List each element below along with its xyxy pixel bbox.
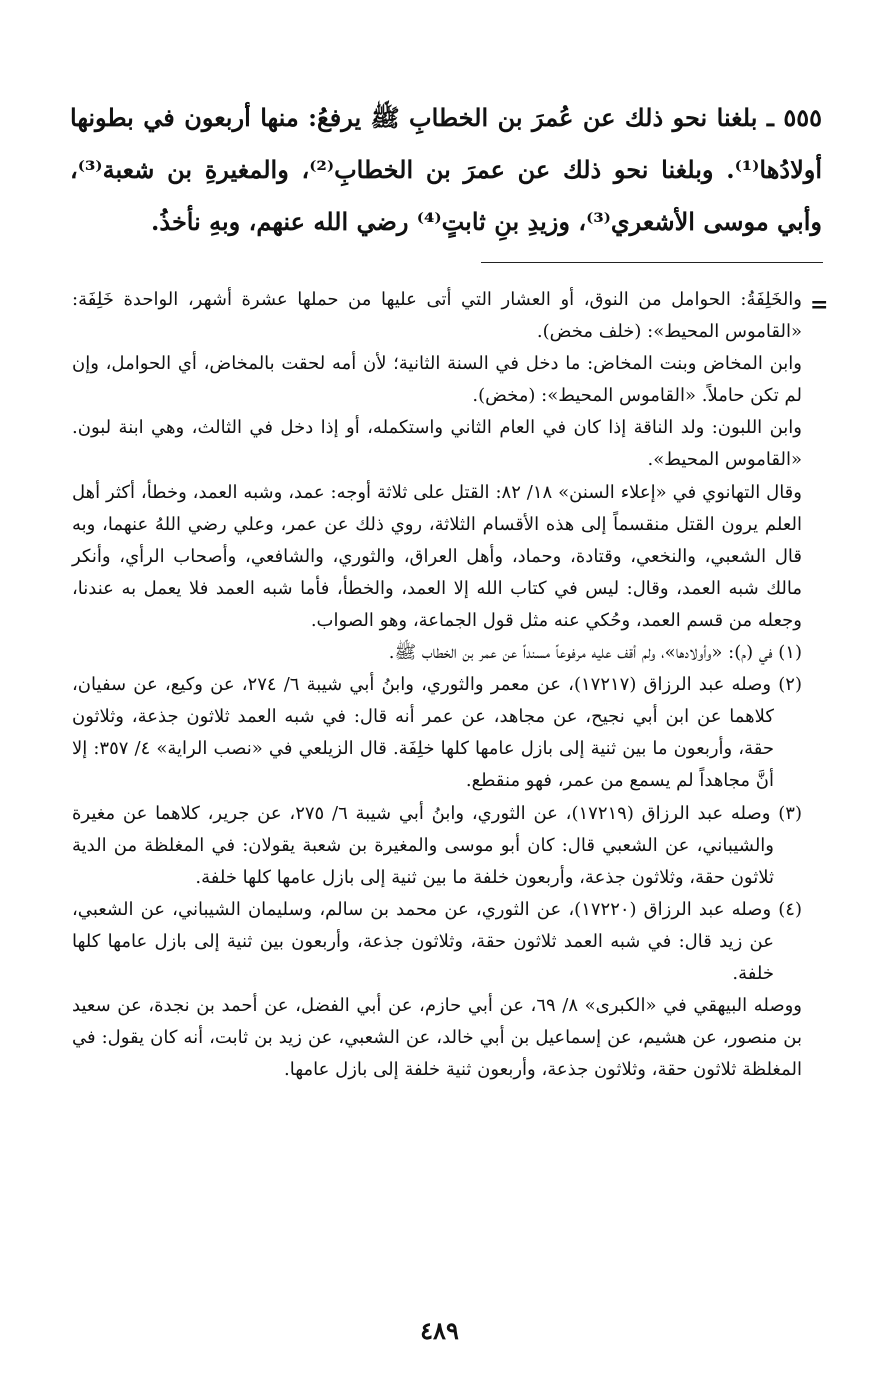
footnote-4-continuation: ووصله البيهقي في «الكبرى» ٨/ ٦٩، عن أبي حازم، عن أبي الفضل، عن أحمد بن نجدة، عن سعيد بن منصور، عن هشيم، عن إسماعيل بن أبي خالد، عن الشعبي، عن زيد بن ثابت، أنه كان يقول: في المغلظة ثلاثون حقة، وثلاثون جذعة، وأربعون ثنية خلفة إلى بازل عامها. [72,995,802,1081]
footnote-2: (٢) وصله عبد الرزاق (١٧٢١٧)، عن معمر والثوري، وابنُ أبي شيبة ٦/ ٢٧٤، عن وكيع، عن سفيان، كلاهما عن ابن أبي نجيح، عن مجاهد، عن عمر أنه قال: في شبه العمد ثلاثون جذعة، وثلاثون حقة، وأربعون ما بين ثنية إلى بازل عامها كلها خلِفَة. قال الزيلعي في «نصب الراية» ٤/ ٣٥٧: إلا أنَّ مجاهداً لم يسمع من عمر، فهو منقطع. [72,674,802,792]
continuation-mark: = [810,292,829,318]
footnote-divider [481,262,823,263]
hadith-paragraph: ٥٥٥ ـ بلغنا نحو ذلك عن عُمرَ بن الخطابِ ﷺ يرفعُ: منها أربعون في بطونها أولادُها⁽¹⁾. وبلغنا نحو ذلك عن عمرَ بن الخطابِ⁽²⁾، والمغيرةِ بن شعبة⁽³⁾، وأبي موسى الأشعري⁽³⁾، وزيدِ بنِ ثابتٍ⁽⁴⁾ رضي الله عنهم، وبهِ نأخذُ. [70,103,823,236]
page-number: ٤٨٩ [420,1316,459,1345]
footnotes-block [72,284,802,1086]
footnote-continued-paragraph: والخَلِفَةُ: الحوامل من النوق، أو العشار التي أتى عليها من حملها عشرة أشهر، الواحدة خَلِفَة: «القاموس المحيط»: (خلف مخض). [72,289,802,343]
footnote-3: (٣) وصله عبد الرزاق (١٧٢١٩)، عن الثوري، وابنُ أبي شيبة ٦/ ٢٧٥، عن جرير، كلاهما عن مغيرة والشيباني، عن الشعبي قال: كان أبو موسى والمغيرة بن شعبة يقولان: في المغلظة من الدية ثلاثون حقة، وثلاثون جذعة، وأربعون خلفة ما بين ثنية إلى بازل عامها كلها خلفة. [72,802,802,888]
main-text-block [70,92,822,248]
footnote-1: (١) في (م): «وأولادها»، ولم أقف عليه مرفوعاً مسنداً عن عمر بن الخطاب ﷺ. [388,642,802,664]
footnote-continued-paragraph: وابن اللبون: ولد الناقة إذا كان في العام الثاني واستكمله، أو إذا دخل في الثالث، وهي ابنة لبون. «القاموس المحيط». [72,417,802,471]
footnote-continued-paragraph: وابن المخاض وبنت المخاض: ما دخل في السنة الثانية؛ لأن أمه لحقت بالمخاض، أي الحوامل، وإن لم تكن حاملاً. «القاموس المحيط»: (مخض). [72,353,802,407]
footnote-4: (٤) وصله عبد الرزاق (١٧٢٢٠)، عن الثوري، عن محمد بن سالم، وسليمان الشيباني، عن الشعبي، عن زيد قال: في شبه العمد ثلاثون حقة، وثلاثون جذعة، وأربعون بين ثنية إلى بازل عامها كلها خلفة. [72,898,802,984]
footnote-continued-paragraph: وقال التهانوي في «إعلاء السنن» ١٨/ ٨٢: القتل على ثلاثة أوجه: عمد، وشبه العمد، وخطأ، أكثر أهل العلم يرون القتل منقسماً إلى هذه الأقسام الثلاثة، روي ذلك عن عمر، وعلي رضي اللهُ عنهما، وبه قال الشعبي، والنخعي، وقتادة، وحماد، وأهل العراق، والثوري، والشافعي، وأصحاب الرأي، وأنكر مالك شبه العمد، وقال: ليس في كتاب الله إلا العمد، والخطأ، فأما شبه العمد فلا يعمل به عندنا، وجعله من قسم العمد، وحُكي عنه مثل قول الجماعة، وهو الصواب. [72,481,802,631]
